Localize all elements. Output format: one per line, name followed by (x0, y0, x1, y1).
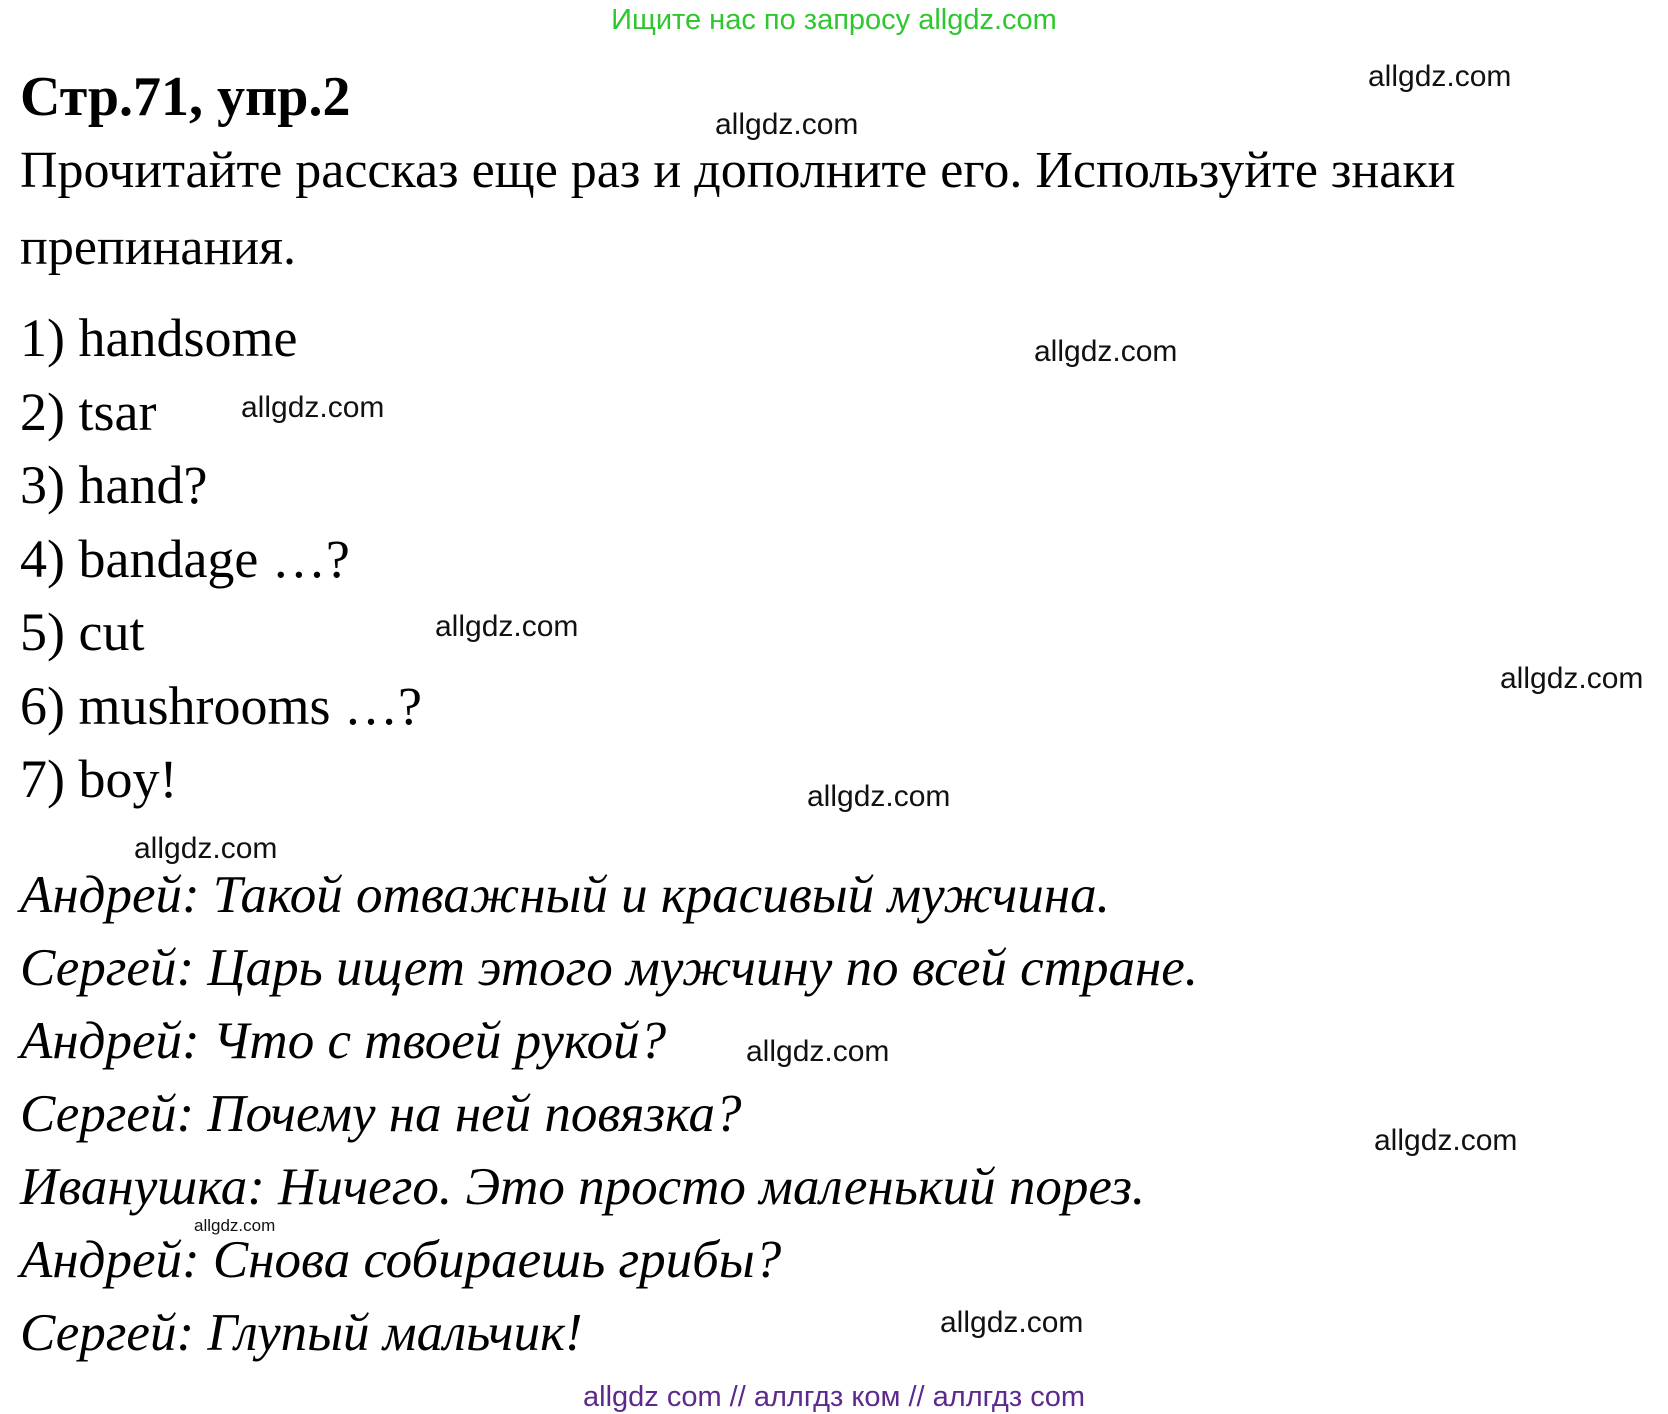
dialogue-line: Андрей: Что с твоей рукой? (20, 1011, 667, 1070)
task-instruction: Прочитайте рассказ еще раз и дополните его. Используйте знаки препинания. (20, 142, 1456, 276)
watermark: allgdz.com (1368, 60, 1512, 93)
answer-item: 5) cut (20, 602, 145, 662)
answer-item: 3) hand? (20, 455, 208, 515)
answer-item: 6) mushrooms …? (20, 675, 422, 736)
watermark: allgdz.com (1500, 662, 1644, 695)
exercise-heading: Стр.71, упр.2 (20, 66, 351, 128)
watermark: allgdz.com (134, 832, 278, 865)
dialogue-line: Сергей: Царь ищет этого мужчину по всей стране. (20, 938, 1199, 997)
footer-links: allgdz com // аллгдз ком // аллгдз com (583, 1381, 1085, 1413)
watermark: allgdz.com (435, 610, 579, 643)
answer-item: 4) bandage …? (20, 528, 350, 589)
dialogue-line: Андрей: Снова собираешь грибы? (20, 1230, 782, 1289)
watermark: allgdz.com (807, 780, 951, 813)
exercise-content (20, 62, 1650, 1370)
dialogue-line: Сергей: Почему на ней повязка? (20, 1084, 742, 1143)
watermark: allgdz.com (715, 108, 859, 141)
answer-item: 7) boy! (20, 749, 178, 809)
watermark: allgdz.com (746, 1035, 890, 1068)
answer-item: 1) handsome (20, 308, 298, 368)
dialogue-list (20, 859, 1650, 1370)
dialogue-line: Иванушка: Ничего. Это просто маленький порез. (20, 1157, 1146, 1216)
watermark: allgdz.com (940, 1306, 1084, 1339)
watermark: allgdz.com (241, 391, 385, 424)
watermark: allgdz.com (194, 1216, 276, 1235)
dialogue-line: Сергей: Глупый мальчик! (20, 1303, 583, 1362)
answer-list (20, 302, 1650, 817)
watermark: allgdz.com (1034, 335, 1178, 368)
answer-item: 2) tsar (20, 381, 157, 442)
watermark: allgdz.com (1374, 1124, 1518, 1157)
dialogue-line: Андрей: Такой отважный и красивый мужчина. (20, 865, 1110, 924)
top-banner: Ищите нас по запросу allgdz.com (611, 4, 1057, 36)
